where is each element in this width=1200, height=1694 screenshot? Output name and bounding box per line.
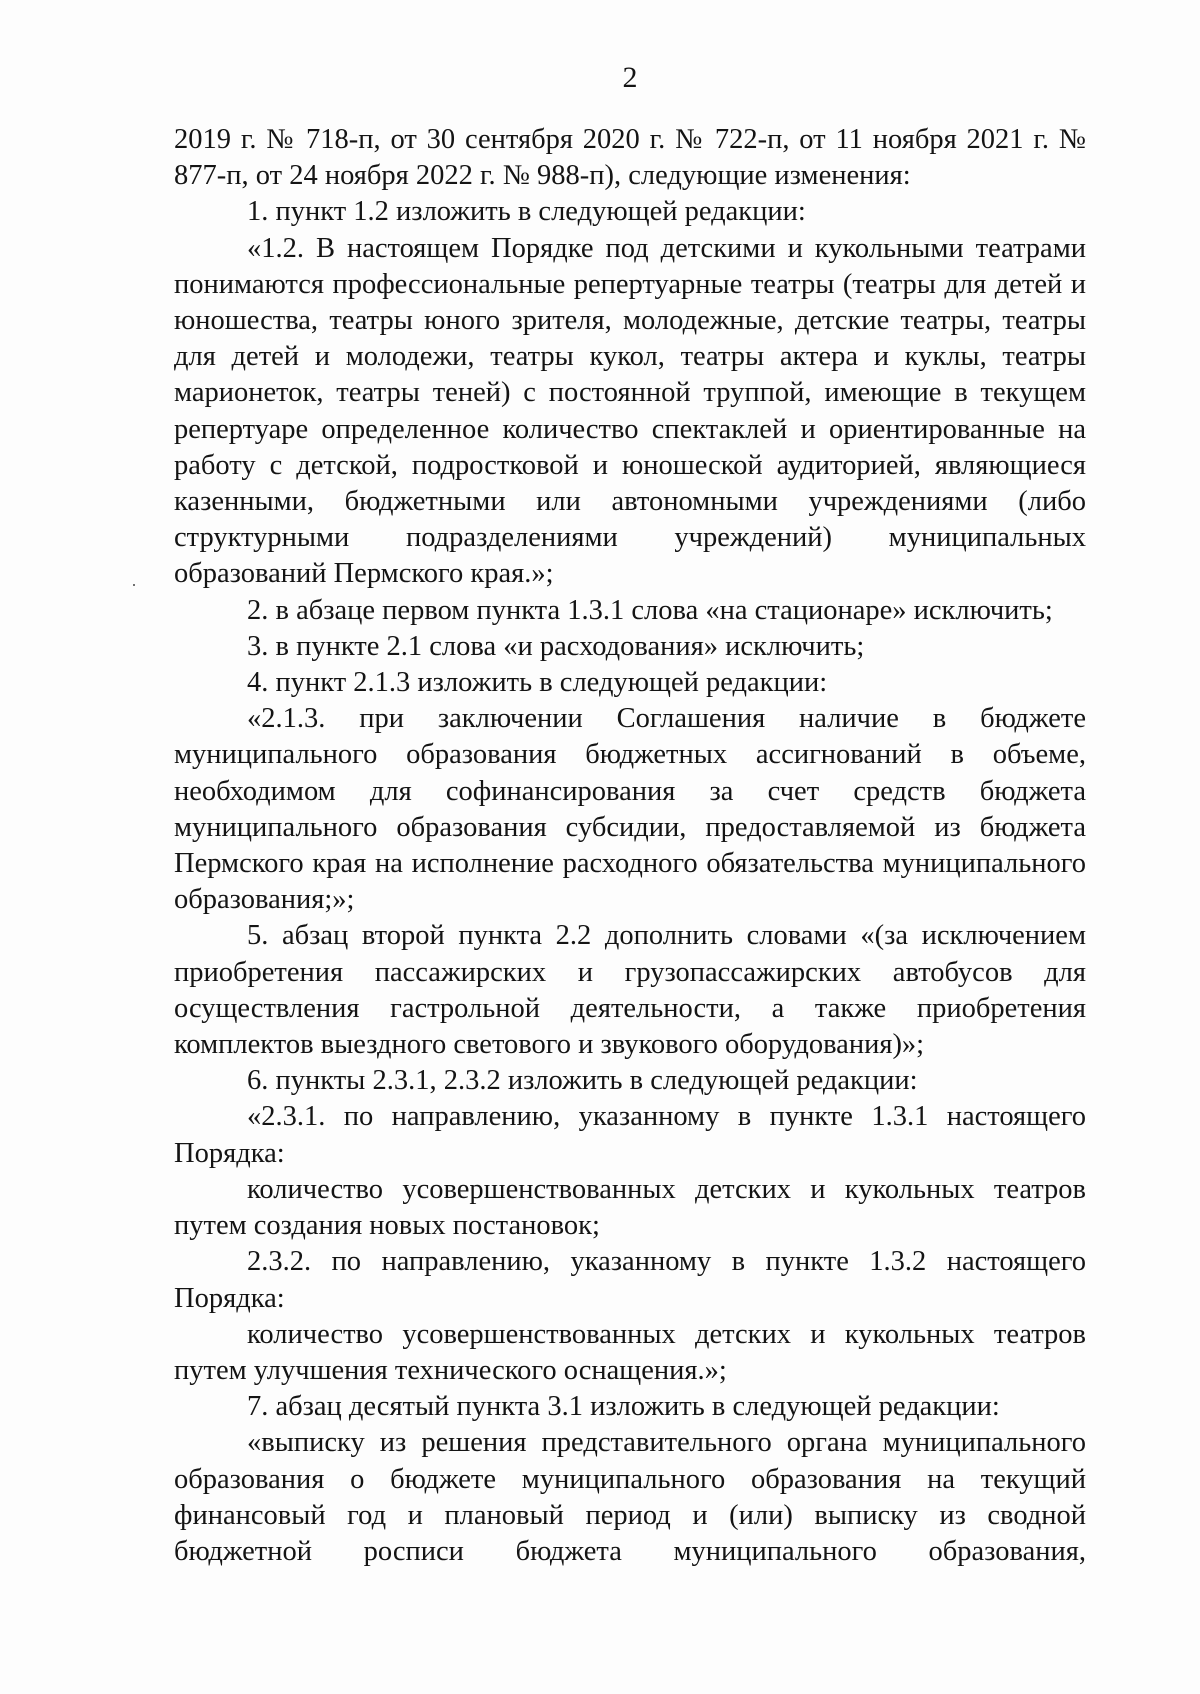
document-body bbox=[174, 122, 1086, 1570]
paragraph: «2.3.1. по направлению, указанному в пункте 1.3.1 настоящего Порядка: bbox=[174, 1101, 1086, 1169]
paragraph: 1. пункт 1.2 изложить в следующей редакции: bbox=[247, 196, 806, 228]
paragraph: количество усовершенствованных детских и кукольных театров путем улучшения технического оснащения.»; bbox=[174, 1318, 1086, 1386]
paragraph: количество усовершенствованных детских и кукольных театров путем создания новых постановок; bbox=[174, 1173, 1086, 1242]
paragraph: «1.2. В настоящем Порядке под детскими и кукольными театрами понимаются профессиональные репертуарные театры (театры для детей и юношества, театры юного зрителя, молодежные, детские театры, театры для детей и молодежи, театры кукол, театры актера и куклы, театры марионеток, театры теней) с постоянной труппой, имеющие в текущем репертуаре определенное количество спектаклей и ориентированные на работу с детской, подростковой и юношеской аудиторией, являющиеся казенными, бюджетными или автономными учреждениями (либо структурными подразделениями учреждений) муниципальных образований Пермского края.»; bbox=[174, 232, 1086, 590]
paragraph: 4. пункт 2.1.3 изложить в следующей редакции: bbox=[247, 667, 828, 699]
paragraph: 6. пункты 2.3.1, 2.3.2 изложить в следующей редакции: bbox=[247, 1065, 918, 1097]
page-number: 2 bbox=[622, 61, 638, 94]
paragraph: 3. в пункте 2.1 слова «и расходования» исключить; bbox=[247, 630, 865, 662]
paragraph: 2.3.2. по направлению, указанному в пункте 1.3.2 настоящего Порядка: bbox=[174, 1246, 1086, 1314]
paragraph: 2019 г. № 718-п, от 30 сентября 2020 г. № 722-п, от 11 ноября 2021 г. № 877-п, от 24 ноября 2022 г. № 988-п), следующие изменения: bbox=[174, 124, 1086, 192]
paragraph: 7. абзац десятый пункта 3.1 изложить в следующей редакции: bbox=[247, 1391, 1000, 1423]
paragraph: 2. в абзаце первом пункта 1.3.1 слова «на стационаре» исключить; bbox=[247, 594, 1053, 626]
paragraph: «выписку из решения представительного органа муниципального образования о бюджете муниципального образования на текущий финансовый год и плановый период и (или) выписку из сводной бюджетной росписи бюджета муниципального образования, bbox=[174, 1427, 1086, 1567]
paragraph: 5. абзац второй пункта 2.2 дополнить словами «(за исключением приобретения пассажирских и грузопассажирских автобусов для осуществления гастрольной деятельности, а также приобретения комплектов выездного светового и звукового оборудования)»; bbox=[174, 920, 1086, 1061]
scan-artifact bbox=[133, 584, 135, 586]
paragraph: «2.1.3. при заключении Соглашения наличие в бюджете муниципального образования бюджетных ассигнований в объеме, необходимом для софинансирования за счет средств бюджета муниципального образования субсидии, предоставляемой из бюджета Пермского края на исполнение расходного обязательства муниципального образования;»; bbox=[174, 703, 1086, 916]
